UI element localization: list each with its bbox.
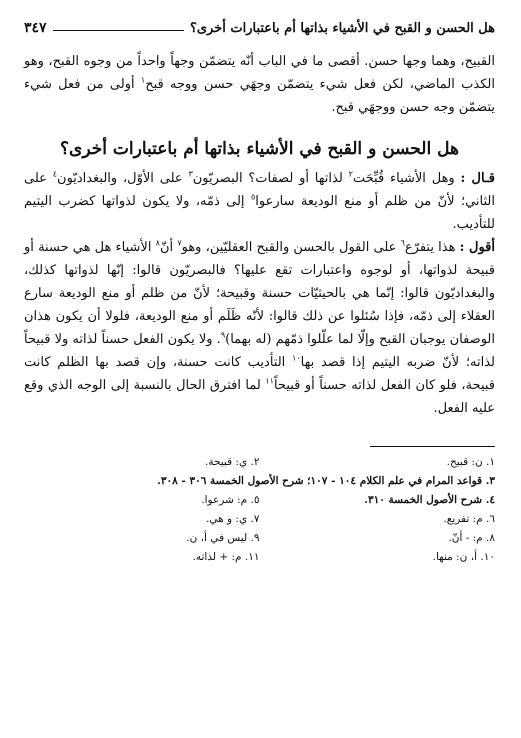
footnote-9: ٩. ليس في أ، ن.	[186, 532, 260, 544]
footnote-rule	[370, 446, 495, 447]
qal-lead: قـال :	[460, 171, 495, 186]
aqul-lead: أقول :	[459, 240, 495, 255]
footnote-8: ٨. م: - أنّ.	[448, 532, 495, 544]
page-number: ٣٤٧	[24, 20, 47, 36]
footnote-11: ١١. م: + لذاته.	[192, 551, 260, 563]
footnote-ref-9: ٩	[220, 330, 226, 340]
footnote-ref-11: ١١	[265, 376, 274, 386]
section-heading: هل الحسن و القبح في الأشياء بذاتها أم باعتبارات أخرى؟	[60, 139, 459, 159]
footnote-ref-6: ٦	[400, 238, 405, 248]
qal-text-1: وهل الأشياء قُبِّحَت	[352, 171, 455, 186]
footnote-ref-3: ٣	[188, 169, 193, 179]
running-header-title: هل الحسن و القبح في الأشياء بذاتها أم باعتبارات أخرى؟	[189, 21, 495, 36]
footnote-row	[24, 491, 495, 510]
aqul-text-6: التأديب كانت حسنة، وإن قصد بها الظلم كانت قبيحة، فلو كان الفعل لذاته حسناً أو قبيحاً	[24, 355, 495, 393]
footnote-6: ٦. م: تفريع.	[443, 513, 495, 525]
footnote-ref-8: ٨	[155, 238, 160, 248]
qal-paragraph	[24, 167, 495, 236]
footnote-ref-10: ١٠	[292, 353, 301, 363]
footnote-row	[24, 510, 495, 529]
qal-text-5: إلى ذمّه، ولا يكون لذواتها كضرب اليتيم للتأديب.	[24, 194, 495, 232]
footnote-ref-5: ٥	[250, 192, 256, 202]
footnote-row	[24, 453, 495, 472]
aqul-text-2: على القول بالحسن والقبح العقليّين، وهو	[181, 240, 397, 255]
footnote-row	[24, 548, 495, 567]
footnote-ref-4: ٤	[52, 169, 58, 179]
intro-text: القبيح، وهما وجها حسن. أقصى ما في الباب أنّه يتضمّن وجهاً واحداً من وجوه القبح، وهو الكذب الماضي، لكن فعل شيء يتضمّن وجهَي حسن ووجه قبح	[24, 54, 495, 92]
qal-text-3: على الأوّل، والبغداديّون	[57, 171, 183, 186]
footnote-ref-2: ٢	[348, 169, 353, 179]
footnote-ref-7: ٧	[177, 238, 182, 248]
header-rule	[53, 30, 184, 31]
qal-text-4: على الثاني؛ لأنّ من ظلم أو منع الوديعة سارعوا	[24, 171, 496, 209]
footnote-3: ٣. قواعد المرام في علم الكلام ١٠٤ - ١٠٧؛ شرح الأصول الخمسة ٣٠٦ - ٣٠٨.	[157, 475, 495, 487]
footnote-ref-1: ١	[140, 75, 146, 85]
footnote-row	[24, 529, 495, 548]
intro-tail: أولى من فعل شيء يتضمّن وجه حسن ووجهَي قبح.	[24, 77, 495, 115]
footnote-4: ٤. شرح الأصول الخمسة ٣١٠.	[364, 494, 495, 506]
footnote-1: ١. ن: قبيح.	[446, 456, 495, 468]
footnote-2: ٢. ي: قبيحة.	[204, 456, 260, 468]
aqul-text-5: . ولا يكون الفعل حسناً لذاته ولا قبيحاً لذاته؛ لأنّ ضربه اليتيم إذا قصد بها	[24, 332, 495, 370]
aqul-text-7: لما افترق الحال بالنسبة إلى الوجه الذي وقع عليه الفعل.	[24, 378, 495, 416]
qal-text-2: لذاتها أو لصفات؟ البصريّون	[192, 171, 343, 186]
footnote-5: ٥. م: شرعوا.	[201, 494, 260, 506]
aqul-text-1: هذا يتفرّع	[404, 240, 456, 255]
aqul-paragraph	[24, 236, 495, 420]
footnote-7: ٧. ي: و هي.	[206, 513, 260, 525]
footnote-10: ١٠. أ، ن: منها.	[432, 551, 495, 563]
running-header	[24, 0, 495, 36]
aqul-text-3: أنّ	[159, 240, 174, 255]
footnotes	[24, 453, 495, 567]
intro-paragraph	[24, 50, 495, 119]
aqul-text-4: الأشياء هل هي حسنة أو قبيحة لذواتها، أو لوجوه واعتبارات تقع عليها؟ فالبصريّون قالوا: إنّها لذواتها كذلك، والبغداديّون قالوا: إنّما هي بالحيثيّات حسنة وقبيحة؛ لأنّ من ظلم أو منع الوديعة سارع العقلاء إلى ذمّه، فإذا سُئلوا عن ذلك قالوا: لأنّه ظَلَم أو منع الوديعة، فلولا أن يكون هذان الوصفان يوجبان القبح وإلّا لما علّلوا ذمّهم (له بهما)	[24, 240, 495, 347]
